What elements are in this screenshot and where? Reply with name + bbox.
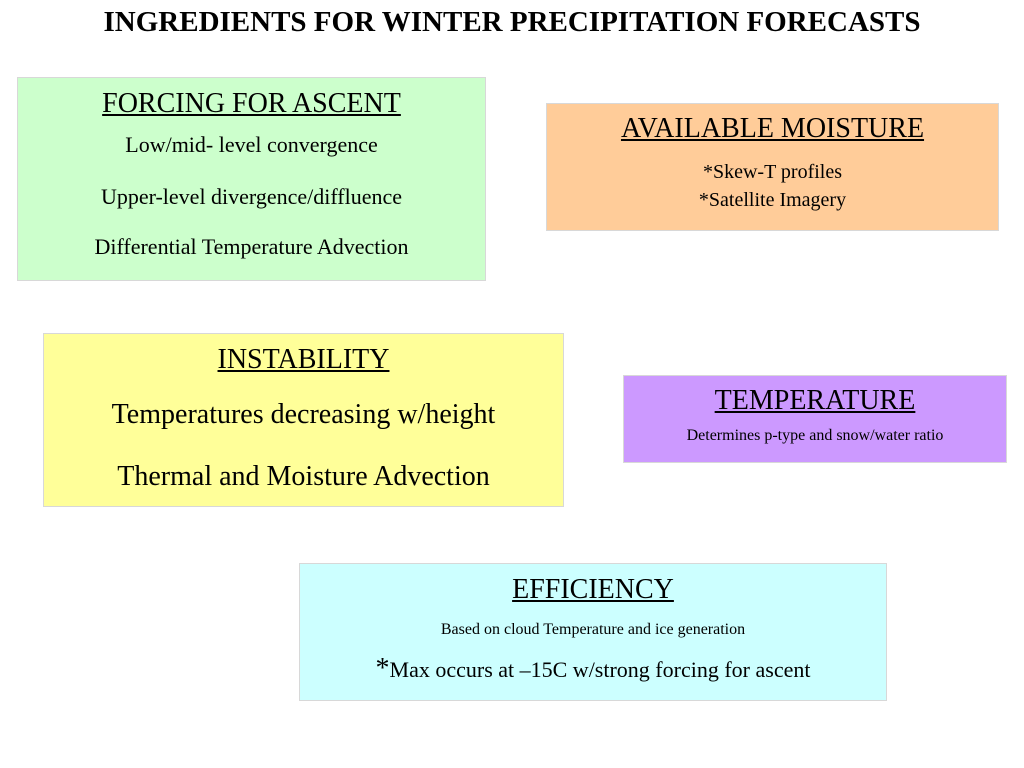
temperature-item: Determines p-type and snow/water ratio bbox=[686, 427, 944, 444]
instability-item: Temperatures decreasing w/height bbox=[111, 399, 496, 430]
forcing-for-ascent-box bbox=[17, 77, 486, 281]
efficiency-item bbox=[300, 655, 886, 684]
temperature-box bbox=[623, 375, 1007, 463]
slide-title: INGREDIENTS FOR WINTER PRECIPITATION FORECASTS bbox=[103, 6, 921, 38]
available-moisture-box bbox=[546, 103, 999, 231]
asterisk: * bbox=[375, 653, 390, 684]
efficiency-item: Based on cloud Temperature and ice generation bbox=[440, 621, 746, 638]
moisture-item: *Skew-T profiles bbox=[702, 161, 843, 183]
forcing-item: Low/mid- level convergence bbox=[125, 132, 378, 157]
instability-box bbox=[43, 333, 564, 507]
efficiency-box bbox=[299, 563, 887, 701]
forcing-item: Differential Temperature Advection bbox=[94, 234, 409, 259]
instability-heading: INSTABILITY bbox=[217, 344, 390, 375]
efficiency-heading: EFFICIENCY bbox=[512, 574, 674, 605]
forcing-heading: FORCING FOR ASCENT bbox=[102, 88, 401, 119]
forcing-item: Upper-level divergence/diffluence bbox=[100, 184, 403, 209]
instability-item: Thermal and Moisture Advection bbox=[117, 461, 490, 492]
moisture-heading: AVAILABLE MOISTURE bbox=[620, 113, 925, 144]
moisture-item: *Satellite Imagery bbox=[698, 189, 847, 211]
temperature-heading: TEMPERATURE bbox=[714, 385, 916, 416]
efficiency-item-text: Max occurs at –15C w/strong forcing for ascent bbox=[389, 657, 811, 682]
